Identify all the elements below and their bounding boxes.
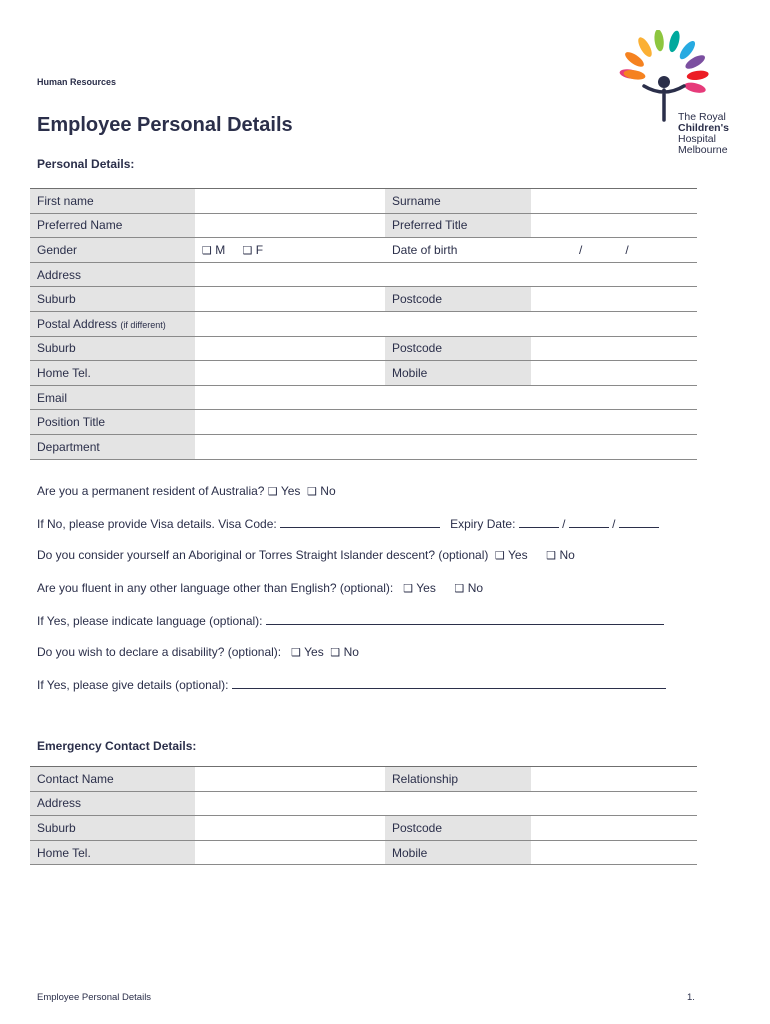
question-text: If No, please provide Visa details. Visa Code:	[37, 517, 277, 531]
department-field[interactable]	[195, 434, 697, 459]
logo-petal	[683, 81, 707, 95]
address-label: Address	[30, 262, 195, 287]
logo-petal	[653, 30, 665, 52]
emergency-address-label: Address	[30, 791, 195, 816]
expiry-slash-2: /	[612, 517, 616, 531]
yes-label: Yes	[304, 645, 324, 659]
page-title: Employee Personal Details	[37, 114, 293, 136]
question-aboriginal	[37, 548, 575, 562]
preferred-name-field[interactable]	[195, 213, 385, 238]
gender-label: Gender	[30, 238, 195, 263]
checkbox-icon[interactable]: ❑	[330, 646, 341, 659]
gender-m-label: M	[215, 242, 226, 257]
first-name-label: First name	[30, 189, 195, 214]
no-label: No	[320, 484, 336, 498]
dob-slash-2: /	[625, 242, 629, 257]
contact-name-label: Contact Name	[30, 767, 195, 792]
language-line[interactable]	[266, 613, 664, 625]
logo-petal	[636, 35, 655, 59]
no-label: No	[467, 581, 484, 595]
table-row	[30, 385, 697, 410]
yes-label: Yes	[416, 581, 436, 595]
logo-petal	[623, 49, 646, 69]
email-field[interactable]	[195, 385, 697, 410]
table-row	[30, 434, 697, 459]
emergency-home-tel-label: Home Tel.	[30, 840, 195, 865]
expiry-label: Expiry Date:	[450, 517, 516, 531]
table-row	[30, 767, 697, 792]
question-text: Are you a permanent resident of Australia?	[37, 484, 265, 498]
checkbox-icon[interactable]: ❑	[242, 243, 253, 257]
home-tel-field[interactable]	[195, 361, 385, 386]
checkbox-icon[interactable]: ❑	[495, 549, 505, 562]
emergency-suburb-label: Suburb	[30, 816, 195, 841]
postal-address-label	[30, 311, 195, 336]
question-text: Are you fluent in any other language other than English? (optional):	[37, 581, 394, 595]
preferred-name-label: Preferred Name	[30, 213, 195, 238]
emergency-postcode-field[interactable]	[531, 816, 697, 841]
table-row	[30, 336, 697, 361]
checkbox-icon[interactable]: ❑	[454, 582, 465, 595]
logo-petal	[686, 69, 709, 81]
mobile-field[interactable]	[531, 361, 697, 386]
dob-field[interactable]	[531, 238, 697, 263]
visa-code-line[interactable]	[280, 516, 440, 528]
logo-petal	[667, 30, 681, 53]
postcode-label: Postcode	[385, 287, 531, 312]
position-title-field[interactable]	[195, 410, 697, 435]
personal-details-table	[30, 188, 697, 460]
position-title-label: Position Title	[30, 410, 195, 435]
postal-suburb-label: Suburb	[30, 336, 195, 361]
surname-label: Surname	[385, 189, 531, 214]
postal-address-note: (if different)	[120, 319, 166, 330]
table-row	[30, 410, 697, 435]
question-language	[37, 581, 483, 595]
question-permanent-resident	[37, 484, 336, 498]
question-text: Do you wish to declare a disability? (optional):	[37, 645, 282, 659]
table-row	[30, 189, 697, 214]
yes-label: Yes	[280, 484, 301, 498]
emergency-home-tel-field[interactable]	[195, 840, 385, 865]
suburb-label: Suburb	[30, 287, 195, 312]
table-row	[30, 791, 697, 816]
table-row	[30, 287, 697, 312]
table-row	[30, 840, 697, 865]
checkbox-icon[interactable]: ❑	[267, 485, 278, 498]
postal-address-text: Postal Address	[37, 316, 118, 331]
emergency-address-field[interactable]	[195, 791, 697, 816]
expiry-slash-1: /	[562, 517, 566, 531]
question-disability-detail	[37, 677, 666, 692]
gender-f-label: F	[255, 242, 264, 257]
first-name-field[interactable]	[195, 189, 385, 214]
postal-postcode-field[interactable]	[531, 336, 697, 361]
department-label: Human Resources	[37, 77, 117, 87]
address-field[interactable]	[195, 262, 697, 287]
checkbox-icon[interactable]: ❑	[202, 243, 212, 257]
question-language-detail	[37, 613, 664, 628]
preferred-title-field[interactable]	[531, 213, 697, 238]
logo-text-line4: Melbourne	[678, 144, 728, 156]
question-text: Do you consider yourself an Aboriginal or Torres Straight Islander descent? (optional)	[37, 548, 489, 562]
no-label: No	[343, 645, 359, 659]
logo-text-line3: Hospital	[678, 133, 716, 145]
relationship-field[interactable]	[531, 767, 697, 792]
surname-field[interactable]	[531, 189, 697, 214]
table-row	[30, 361, 697, 386]
checkbox-icon[interactable]: ❑	[546, 549, 557, 562]
expiry-month-line[interactable]	[569, 516, 609, 528]
contact-name-field[interactable]	[195, 767, 385, 792]
department-label: Department	[30, 434, 195, 459]
gender-field	[195, 238, 385, 263]
emergency-mobile-label: Mobile	[385, 840, 531, 865]
emergency-suburb-field[interactable]	[195, 816, 385, 841]
expiry-year-line[interactable]	[619, 516, 659, 528]
table-row	[30, 311, 697, 336]
home-tel-label: Home Tel.	[30, 361, 195, 386]
preferred-title-label: Preferred Title	[385, 213, 531, 238]
gender-f-option[interactable]	[243, 243, 264, 257]
no-label: No	[559, 548, 575, 562]
question-text: If Yes, please give details (optional):	[37, 678, 229, 692]
logo-wordmark	[678, 112, 729, 156]
mobile-label: Mobile	[385, 361, 531, 386]
logo-text-line2: Children's	[678, 122, 729, 134]
dob-slash-1: /	[579, 242, 583, 257]
email-label: Email	[30, 385, 195, 410]
disability-line[interactable]	[232, 677, 666, 689]
suburb-field[interactable]	[195, 287, 385, 312]
footer-document-name: Employee Personal Details	[37, 992, 152, 1003]
logo-head	[658, 76, 670, 88]
expiry-day-line[interactable]	[519, 516, 559, 528]
question-text: If Yes, please indicate language (optional):	[37, 614, 263, 628]
table-row	[30, 213, 697, 238]
postcode-field[interactable]	[531, 287, 697, 312]
table-row	[30, 816, 697, 841]
logo-text-line1: The Royal	[678, 111, 726, 123]
checkbox-icon[interactable]: ❑	[403, 582, 414, 595]
emergency-mobile-field[interactable]	[531, 840, 697, 865]
emergency-postcode-label: Postcode	[385, 816, 531, 841]
footer-page-number: 1.	[687, 992, 695, 1003]
emergency-contact-heading: Emergency Contact Details:	[37, 739, 197, 753]
yes-label: Yes	[508, 548, 528, 562]
table-row	[30, 262, 697, 287]
dob-label: Date of birth	[385, 238, 531, 263]
question-disability	[37, 645, 359, 659]
postal-address-field[interactable]	[195, 311, 697, 336]
checkbox-icon[interactable]: ❑	[307, 485, 317, 498]
postal-suburb-field[interactable]	[195, 336, 385, 361]
checkbox-icon[interactable]: ❑	[291, 646, 302, 659]
emergency-contact-table	[30, 766, 697, 865]
relationship-label: Relationship	[385, 767, 531, 792]
personal-details-heading: Personal Details:	[37, 157, 135, 171]
gender-m-option[interactable]	[202, 243, 225, 257]
postal-postcode-label: Postcode	[385, 336, 531, 361]
question-visa-details	[37, 516, 659, 531]
table-row	[30, 238, 697, 263]
